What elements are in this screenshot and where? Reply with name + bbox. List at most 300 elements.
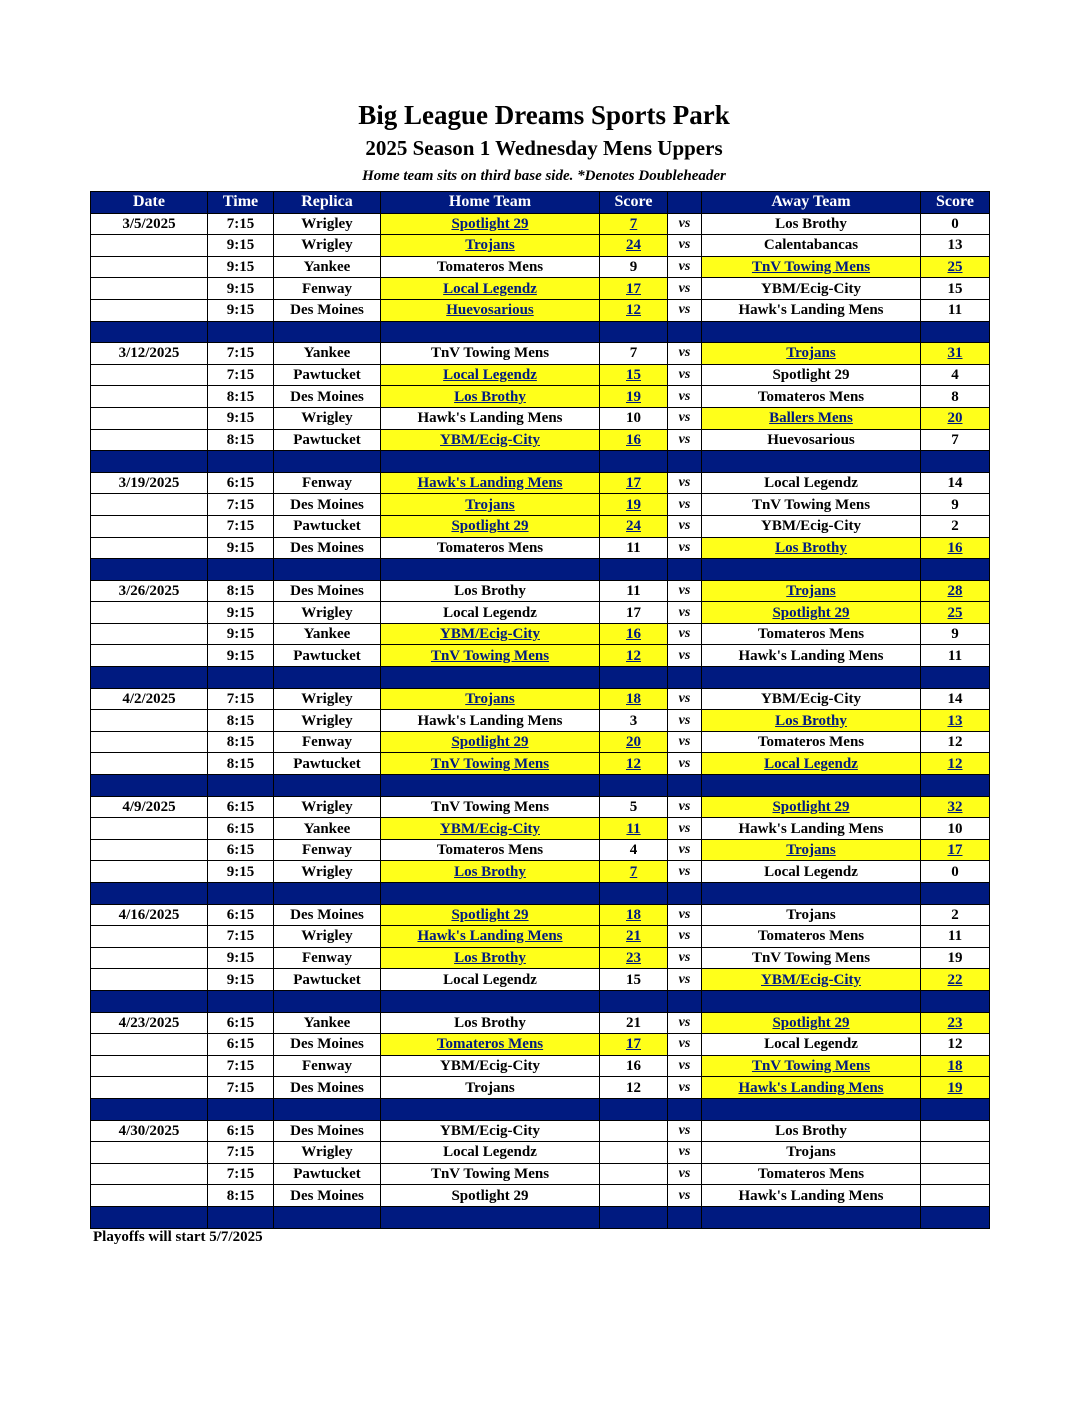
vs-label: vs [668, 515, 702, 537]
vs-label: vs [668, 1142, 702, 1164]
away-score: 20 [921, 407, 990, 429]
game-field: Des Moines [274, 1185, 381, 1207]
separator-cell [91, 775, 208, 797]
separator-cell [381, 451, 600, 473]
game-row [91, 256, 990, 278]
away-team: Hawk's Landing Mens [702, 299, 921, 321]
home-team: Local Legendz [381, 602, 600, 624]
game-time: 9:15 [208, 602, 274, 624]
game-time: 7:15 [208, 1142, 274, 1164]
away-team: Tomateros Mens [702, 731, 921, 753]
game-field: Fenway [274, 472, 381, 494]
separator-cell [668, 559, 702, 581]
home-team: TnV Towing Mens [381, 1163, 600, 1185]
schedule-table [90, 191, 990, 1229]
week-separator-row [91, 883, 990, 905]
away-score: 19 [921, 1077, 990, 1099]
vs-label: vs [668, 904, 702, 926]
game-date [91, 1055, 208, 1077]
home-team: TnV Towing Mens [381, 645, 600, 667]
game-field: Fenway [274, 731, 381, 753]
game-field: Wrigley [274, 688, 381, 710]
game-field: Wrigley [274, 213, 381, 235]
separator-cell [668, 990, 702, 1012]
game-row [91, 580, 990, 602]
game-date [91, 1077, 208, 1099]
home-score: 17 [600, 472, 668, 494]
game-field: Fenway [274, 1055, 381, 1077]
home-score: 11 [600, 537, 668, 559]
game-date: 4/16/2025 [91, 904, 208, 926]
game-date [91, 515, 208, 537]
away-score: 23 [921, 1012, 990, 1034]
separator-cell [921, 667, 990, 689]
away-team: Huevosarious [702, 429, 921, 451]
game-time: 7:15 [208, 364, 274, 386]
game-time: 9:15 [208, 645, 274, 667]
game-time: 6:15 [208, 839, 274, 861]
schedule-note: Home team sits on third base side. *Denotes Doubleheader [362, 168, 726, 184]
separator-cell [668, 1206, 702, 1228]
separator-cell [91, 1098, 208, 1120]
game-field: Des Moines [274, 494, 381, 516]
away-team: Local Legendz [702, 861, 921, 883]
game-date [91, 645, 208, 667]
game-row [91, 235, 990, 257]
vs-label: vs [668, 731, 702, 753]
away-team: Calentabancas [702, 235, 921, 257]
vs-label: vs [668, 926, 702, 948]
home-score: 16 [600, 623, 668, 645]
game-time: 6:15 [208, 1120, 274, 1142]
game-row [91, 645, 990, 667]
home-score: 24 [600, 235, 668, 257]
home-score: 16 [600, 429, 668, 451]
col-header-time: Time [208, 192, 274, 214]
home-score: 18 [600, 688, 668, 710]
away-score: 0 [921, 861, 990, 883]
vs-label: vs [668, 386, 702, 408]
separator-cell [274, 1206, 381, 1228]
away-team: Local Legendz [702, 1034, 921, 1056]
away-team: Trojans [702, 580, 921, 602]
vs-label: vs [668, 343, 702, 365]
separator-cell [600, 321, 668, 343]
game-time: 9:15 [208, 407, 274, 429]
separator-cell [600, 559, 668, 581]
home-team: Huevosarious [381, 299, 600, 321]
game-field: Des Moines [274, 1034, 381, 1056]
game-time: 6:15 [208, 1034, 274, 1056]
week-separator-row [91, 1098, 990, 1120]
game-row [91, 494, 990, 516]
away-team: Tomateros Mens [702, 926, 921, 948]
away-team: Los Brothy [702, 710, 921, 732]
away-score: 25 [921, 602, 990, 624]
home-score: 21 [600, 926, 668, 948]
away-team: Tomateros Mens [702, 1163, 921, 1185]
header-row [91, 192, 990, 214]
home-team: Los Brothy [381, 386, 600, 408]
separator-cell [600, 451, 668, 473]
away-score [921, 1163, 990, 1185]
home-score: 19 [600, 386, 668, 408]
separator-cell [921, 990, 990, 1012]
away-score: 9 [921, 623, 990, 645]
game-time: 9:15 [208, 861, 274, 883]
game-row [91, 731, 990, 753]
separator-cell [921, 883, 990, 905]
col-header-date: Date [91, 192, 208, 214]
game-field: Pawtucket [274, 429, 381, 451]
game-row [91, 926, 990, 948]
separator-cell [381, 883, 600, 905]
separator-cell [702, 883, 921, 905]
separator-cell [702, 775, 921, 797]
away-score: 31 [921, 343, 990, 365]
vs-label: vs [668, 494, 702, 516]
game-row [91, 537, 990, 559]
away-score: 10 [921, 818, 990, 840]
game-time: 9:15 [208, 947, 274, 969]
game-row [91, 1034, 990, 1056]
home-team: Tomateros Mens [381, 1034, 600, 1056]
game-field: Wrigley [274, 407, 381, 429]
game-field: Pawtucket [274, 753, 381, 775]
home-team: Local Legendz [381, 1142, 600, 1164]
vs-label: vs [668, 364, 702, 386]
separator-cell [274, 321, 381, 343]
game-date [91, 839, 208, 861]
game-row [91, 1185, 990, 1207]
game-row [91, 299, 990, 321]
vs-label: vs [668, 710, 702, 732]
home-score: 11 [600, 818, 668, 840]
game-field: Wrigley [274, 926, 381, 948]
separator-cell [274, 1098, 381, 1120]
col-header-replica: Replica [274, 192, 381, 214]
game-time: 7:15 [208, 688, 274, 710]
vs-label: vs [668, 602, 702, 624]
vs-label: vs [668, 818, 702, 840]
away-score: 4 [921, 364, 990, 386]
away-team: TnV Towing Mens [702, 494, 921, 516]
away-score: 25 [921, 256, 990, 278]
away-team: Tomateros Mens [702, 386, 921, 408]
away-score: 18 [921, 1055, 990, 1077]
game-row [91, 688, 990, 710]
home-score: 7 [600, 861, 668, 883]
game-time: 8:15 [208, 429, 274, 451]
home-team: Spotlight 29 [381, 515, 600, 537]
separator-cell [91, 667, 208, 689]
game-date [91, 235, 208, 257]
game-field: Pawtucket [274, 364, 381, 386]
away-score: 17 [921, 839, 990, 861]
game-date [91, 623, 208, 645]
home-score: 20 [600, 731, 668, 753]
home-team: Los Brothy [381, 1012, 600, 1034]
game-date [91, 1034, 208, 1056]
away-team: Trojans [702, 839, 921, 861]
game-row [91, 278, 990, 300]
home-team: Local Legendz [381, 969, 600, 991]
separator-cell [702, 559, 921, 581]
game-time: 8:15 [208, 753, 274, 775]
separator-cell [381, 1098, 600, 1120]
away-score: 13 [921, 235, 990, 257]
home-team: YBM/Ecig-City [381, 1055, 600, 1077]
col-header-away-score: Score [921, 192, 990, 214]
away-score: 7 [921, 429, 990, 451]
away-team: YBM/Ecig-City [702, 688, 921, 710]
away-team: Hawk's Landing Mens [702, 1077, 921, 1099]
separator-cell [921, 451, 990, 473]
home-score: 18 [600, 904, 668, 926]
home-score: 15 [600, 364, 668, 386]
separator-cell [381, 775, 600, 797]
separator-cell [668, 321, 702, 343]
separator-cell [91, 451, 208, 473]
away-team: Los Brothy [702, 213, 921, 235]
vs-label: vs [668, 256, 702, 278]
home-team: Los Brothy [381, 947, 600, 969]
separator-cell [274, 451, 381, 473]
game-row [91, 904, 990, 926]
separator-cell [274, 775, 381, 797]
away-team: Los Brothy [702, 1120, 921, 1142]
game-time: 9:15 [208, 623, 274, 645]
away-team: YBM/Ecig-City [702, 969, 921, 991]
separator-cell [702, 451, 921, 473]
away-score [921, 1185, 990, 1207]
game-date: 4/9/2025 [91, 796, 208, 818]
game-row [91, 623, 990, 645]
away-score: 19 [921, 947, 990, 969]
game-row [91, 343, 990, 365]
game-time: 7:15 [208, 343, 274, 365]
home-team: YBM/Ecig-City [381, 818, 600, 840]
game-field: Wrigley [274, 602, 381, 624]
away-score [921, 1142, 990, 1164]
vs-label: vs [668, 213, 702, 235]
home-score: 3 [600, 710, 668, 732]
away-team: Hawk's Landing Mens [702, 1185, 921, 1207]
home-score: 15 [600, 969, 668, 991]
away-team: Spotlight 29 [702, 1012, 921, 1034]
vs-label: vs [668, 407, 702, 429]
game-date: 3/19/2025 [91, 472, 208, 494]
away-team: TnV Towing Mens [702, 1055, 921, 1077]
footer-note: Playoffs will start 5/7/2025 [93, 1229, 263, 1245]
separator-cell [381, 1206, 600, 1228]
game-date: 3/12/2025 [91, 343, 208, 365]
home-score: 19 [600, 494, 668, 516]
vs-label: vs [668, 1185, 702, 1207]
away-team: Spotlight 29 [702, 796, 921, 818]
home-team: Los Brothy [381, 580, 600, 602]
separator-cell [274, 559, 381, 581]
separator-cell [702, 1098, 921, 1120]
home-score: 17 [600, 278, 668, 300]
vs-label: vs [668, 1077, 702, 1099]
game-date [91, 969, 208, 991]
game-field: Fenway [274, 839, 381, 861]
game-time: 9:15 [208, 256, 274, 278]
vs-label: vs [668, 472, 702, 494]
separator-cell [208, 775, 274, 797]
game-field: Yankee [274, 623, 381, 645]
game-field: Wrigley [274, 235, 381, 257]
vs-label: vs [668, 753, 702, 775]
away-score: 2 [921, 515, 990, 537]
home-score: 16 [600, 1055, 668, 1077]
game-date [91, 861, 208, 883]
game-date: 3/26/2025 [91, 580, 208, 602]
home-score: 11 [600, 580, 668, 602]
game-field: Pawtucket [274, 1163, 381, 1185]
game-date [91, 386, 208, 408]
away-team: TnV Towing Mens [702, 947, 921, 969]
game-time: 7:15 [208, 1077, 274, 1099]
page-title: Big League Dreams Sports Park [358, 100, 730, 130]
game-date [91, 429, 208, 451]
game-field: Pawtucket [274, 645, 381, 667]
home-score: 12 [600, 645, 668, 667]
away-team: Trojans [702, 1142, 921, 1164]
away-team: Local Legendz [702, 753, 921, 775]
game-field: Wrigley [274, 710, 381, 732]
separator-cell [600, 1098, 668, 1120]
home-score: 23 [600, 947, 668, 969]
separator-cell [702, 321, 921, 343]
home-team: Trojans [381, 235, 600, 257]
home-score [600, 1163, 668, 1185]
home-team: TnV Towing Mens [381, 796, 600, 818]
game-field: Des Moines [274, 580, 381, 602]
game-date [91, 1163, 208, 1185]
away-team: Spotlight 29 [702, 602, 921, 624]
home-score: 12 [600, 753, 668, 775]
game-time: 7:15 [208, 926, 274, 948]
home-team: YBM/Ecig-City [381, 1120, 600, 1142]
separator-cell [702, 1206, 921, 1228]
away-team: Hawk's Landing Mens [702, 645, 921, 667]
home-score [600, 1142, 668, 1164]
game-row [91, 1012, 990, 1034]
away-score: 16 [921, 537, 990, 559]
vs-label: vs [668, 1120, 702, 1142]
home-score: 4 [600, 839, 668, 861]
separator-cell [91, 1206, 208, 1228]
home-score: 12 [600, 299, 668, 321]
separator-cell [91, 321, 208, 343]
week-separator-row [91, 667, 990, 689]
home-team: Tomateros Mens [381, 537, 600, 559]
game-date [91, 364, 208, 386]
home-score: 9 [600, 256, 668, 278]
game-time: 6:15 [208, 904, 274, 926]
separator-cell [921, 775, 990, 797]
separator-cell [208, 1098, 274, 1120]
away-score: 14 [921, 688, 990, 710]
away-score: 11 [921, 926, 990, 948]
separator-cell [208, 451, 274, 473]
home-team: Spotlight 29 [381, 731, 600, 753]
game-time: 9:15 [208, 299, 274, 321]
separator-cell [91, 883, 208, 905]
separator-cell [381, 321, 600, 343]
home-team: Tomateros Mens [381, 256, 600, 278]
separator-cell [274, 667, 381, 689]
away-score [921, 1120, 990, 1142]
game-row [91, 1142, 990, 1164]
away-team: YBM/Ecig-City [702, 278, 921, 300]
separator-cell [381, 559, 600, 581]
game-date: 4/2/2025 [91, 688, 208, 710]
away-score: 2 [921, 904, 990, 926]
home-team: Spotlight 29 [381, 1185, 600, 1207]
home-team: Hawk's Landing Mens [381, 472, 600, 494]
away-score: 15 [921, 278, 990, 300]
game-field: Yankee [274, 343, 381, 365]
away-team: TnV Towing Mens [702, 256, 921, 278]
game-row [91, 947, 990, 969]
game-date [91, 299, 208, 321]
separator-cell [91, 990, 208, 1012]
home-team: Los Brothy [381, 861, 600, 883]
vs-label: vs [668, 299, 702, 321]
game-field: Des Moines [274, 904, 381, 926]
separator-cell [208, 559, 274, 581]
away-score: 12 [921, 1034, 990, 1056]
separator-cell [208, 667, 274, 689]
game-time: 7:15 [208, 213, 274, 235]
schedule-body [91, 213, 990, 1228]
vs-label: vs [668, 1034, 702, 1056]
game-field: Yankee [274, 1012, 381, 1034]
game-date [91, 1185, 208, 1207]
separator-cell [921, 321, 990, 343]
game-row [91, 602, 990, 624]
away-team: Local Legendz [702, 472, 921, 494]
separator-cell [274, 990, 381, 1012]
home-score: 7 [600, 343, 668, 365]
game-time: 9:15 [208, 537, 274, 559]
vs-label: vs [668, 278, 702, 300]
game-row [91, 1055, 990, 1077]
home-team: Trojans [381, 1077, 600, 1099]
separator-cell [600, 667, 668, 689]
game-date [91, 947, 208, 969]
separator-cell [208, 990, 274, 1012]
separator-cell [208, 321, 274, 343]
separator-cell [600, 990, 668, 1012]
game-time: 8:15 [208, 731, 274, 753]
game-field: Des Moines [274, 386, 381, 408]
away-score: 28 [921, 580, 990, 602]
game-time: 8:15 [208, 710, 274, 732]
separator-cell [600, 1206, 668, 1228]
separator-cell [600, 883, 668, 905]
vs-label: vs [668, 688, 702, 710]
game-field: Wrigley [274, 861, 381, 883]
separator-cell [921, 559, 990, 581]
game-time: 6:15 [208, 796, 274, 818]
game-date [91, 818, 208, 840]
home-score: 24 [600, 515, 668, 537]
col-header-home-score: Score [600, 192, 668, 214]
